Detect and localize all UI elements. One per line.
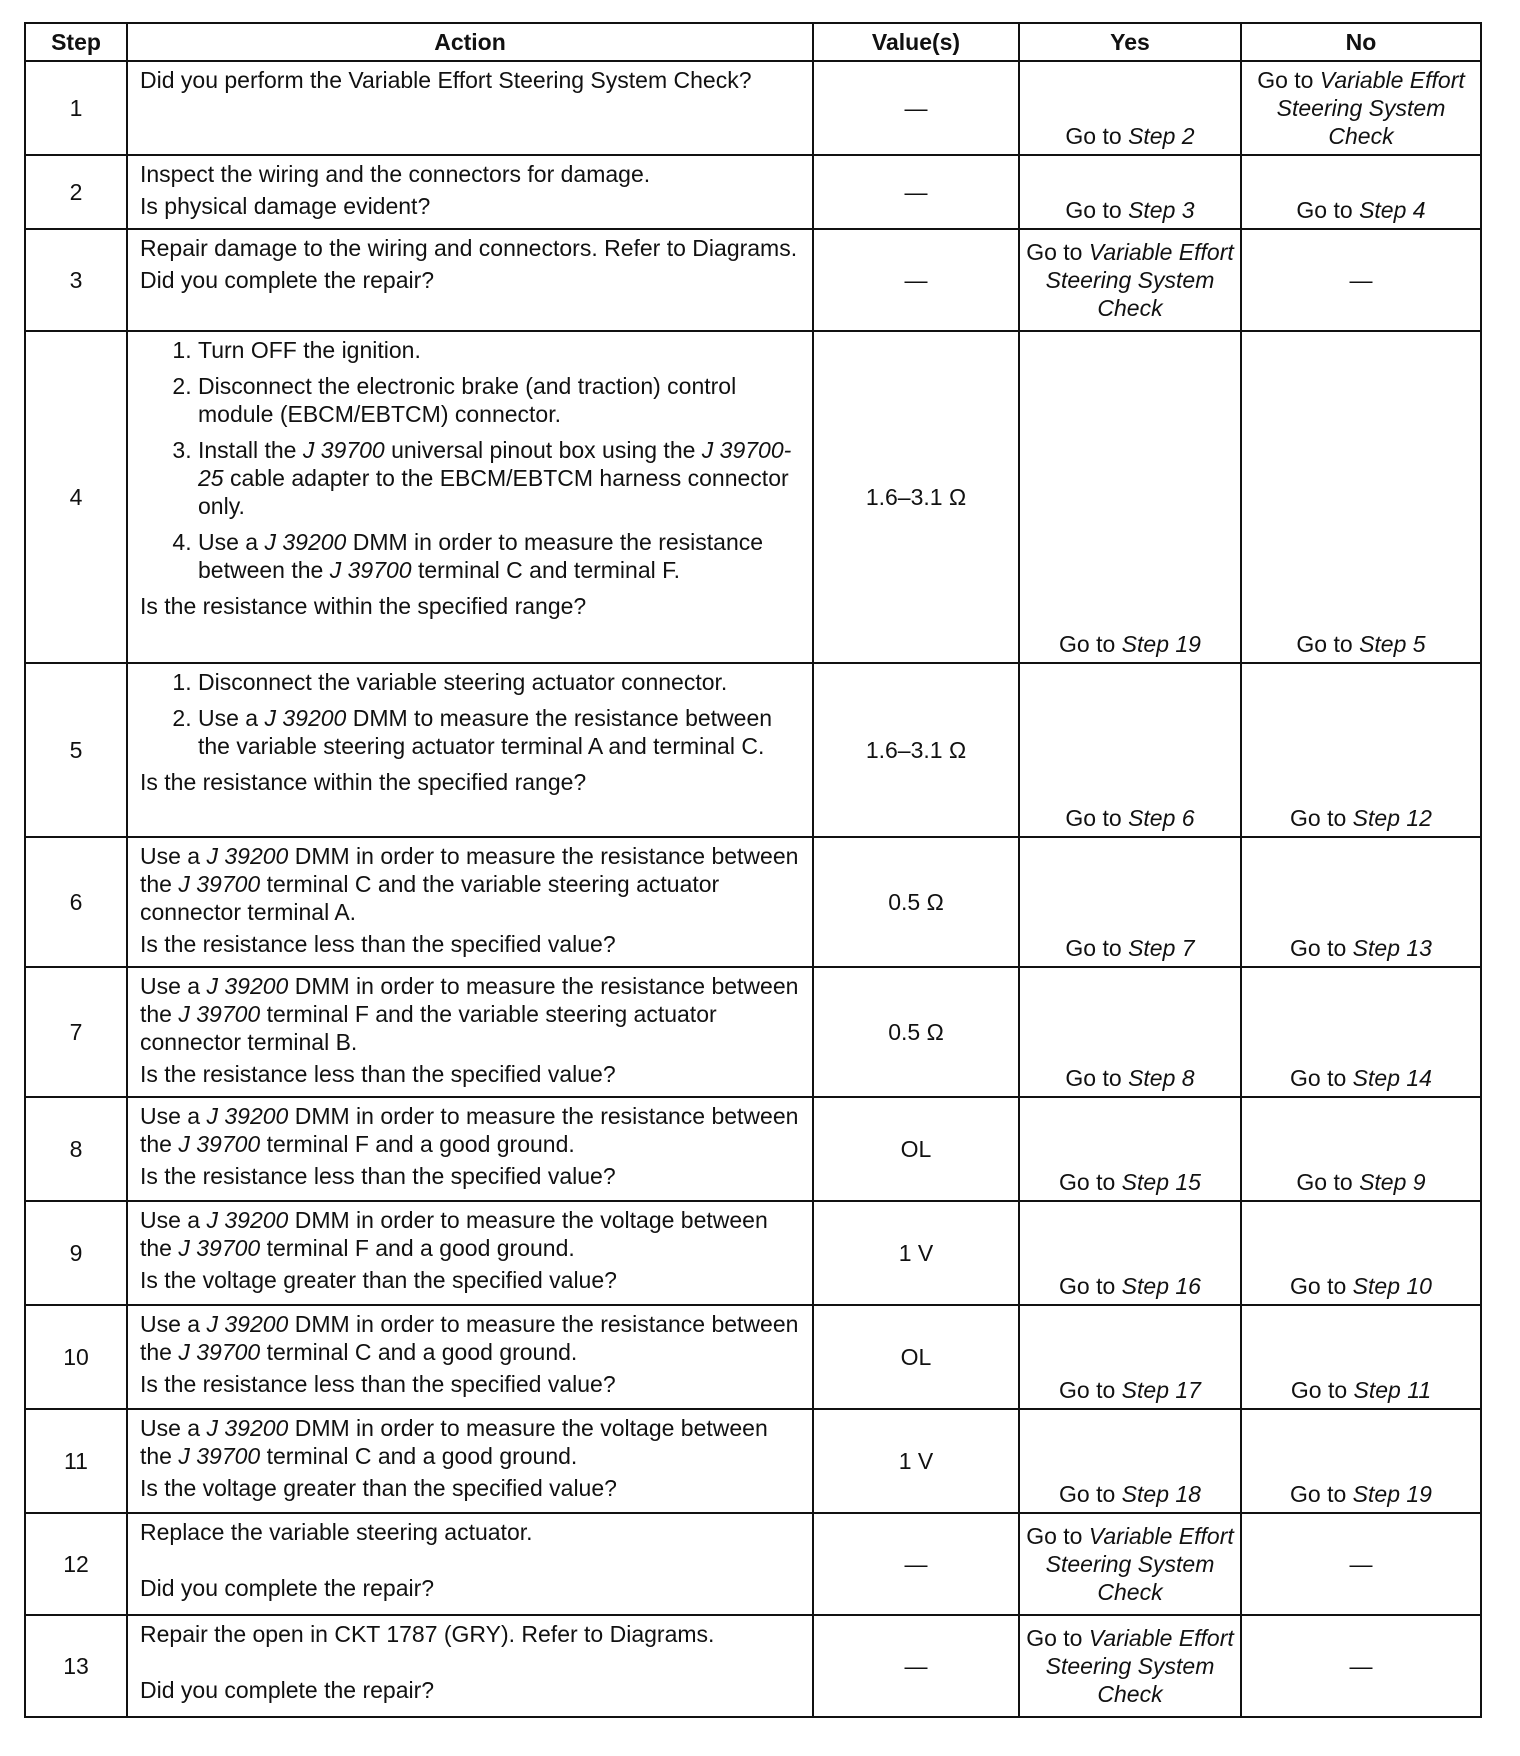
text-run: terminal F and a good ground. xyxy=(260,1131,575,1157)
go-to-text: Go to xyxy=(1026,239,1083,265)
go-to-text: Go to xyxy=(1290,935,1347,961)
tool-name: J 39200 xyxy=(206,843,289,869)
go-to-text: Go to xyxy=(1296,1169,1353,1195)
table-row xyxy=(25,967,1481,1097)
action-text: Replace the variable steering actuator. xyxy=(140,1519,533,1545)
question-text: Is the voltage greater than the specified value? xyxy=(140,1475,617,1501)
text-run: universal pinout box using the xyxy=(384,437,702,463)
yes-cell xyxy=(1019,967,1241,1097)
action-cell xyxy=(127,663,813,837)
no-target: Step 13 xyxy=(1352,935,1432,961)
step-number: 1 xyxy=(25,61,127,155)
no-target: Step 14 xyxy=(1352,1065,1432,1091)
text-run: Use a xyxy=(198,705,265,731)
procedure-list xyxy=(140,668,804,760)
no-cell xyxy=(1241,1201,1481,1305)
go-to-text: Go to xyxy=(1059,1169,1116,1195)
step-number: 10 xyxy=(25,1305,127,1409)
go-to-text: Go to xyxy=(1065,1065,1122,1091)
no-target: Step 5 xyxy=(1359,631,1426,657)
text-run: DMM to measure the resistance between the variable steering actuator terminal A and terminal C. xyxy=(198,705,773,759)
table-row xyxy=(25,1409,1481,1513)
go-to-text: Go to xyxy=(1065,197,1122,223)
question-text: Is the resistance less than the specified value? xyxy=(140,931,616,957)
tool-name: J 39700 xyxy=(329,557,412,583)
no-cell xyxy=(1241,967,1481,1097)
no-target: Step 11 xyxy=(1353,1377,1432,1403)
value-cell: 1.6–3.1 Ω xyxy=(813,663,1019,837)
action-text: Inspect the wiring and the connectors for damage. xyxy=(140,161,651,187)
action-text: Repair damage to the wiring and connectors. Refer to Diagrams. xyxy=(140,235,798,261)
no-target: Step 9 xyxy=(1359,1169,1426,1195)
text-run: Use a xyxy=(198,529,265,555)
header-row xyxy=(25,23,1481,61)
question-text: Is the resistance within the specified range? xyxy=(140,769,587,795)
no-cell xyxy=(1241,1305,1481,1409)
no-target: Step 19 xyxy=(1352,1481,1432,1507)
question-text: Is the voltage greater than the specified value? xyxy=(140,1267,617,1293)
text-run: cable adapter to the EBCM/EBTCM harness connector only. xyxy=(198,465,789,519)
question-text: Is the resistance within the specified range? xyxy=(140,593,587,619)
text-run: terminal C and a good ground. xyxy=(260,1443,578,1469)
action-text: Repair the open in CKT 1787 (GRY). Refer to Diagrams. xyxy=(140,1621,715,1647)
value-cell: — xyxy=(813,1615,1019,1717)
step-number: 8 xyxy=(25,1097,127,1201)
value-cell: — xyxy=(813,229,1019,331)
action-cell xyxy=(127,1513,813,1615)
action-text xyxy=(140,1414,804,1470)
go-to-text: Go to xyxy=(1059,1481,1116,1507)
text-run: DMM in order to measure the resistance between the xyxy=(198,529,764,583)
no-target: Step 4 xyxy=(1359,197,1426,223)
question-text: Is the resistance less than the specified value? xyxy=(140,1061,616,1087)
tool-name: J 39700 xyxy=(178,1131,261,1157)
go-to-text: Go to xyxy=(1257,67,1314,93)
go-to-text: Go to xyxy=(1065,935,1122,961)
tool-name: J 39200 xyxy=(264,705,347,731)
yes-target: Step 18 xyxy=(1121,1481,1201,1507)
table-row xyxy=(25,155,1481,229)
action-text xyxy=(140,842,804,926)
yes-target: Step 3 xyxy=(1128,197,1195,223)
yes-target: Step 17 xyxy=(1121,1377,1201,1403)
list-item xyxy=(198,528,804,584)
list-item: 2. Disconnect the electronic brake (and traction) control module (EBCM/EBTCM) connector. xyxy=(198,372,804,428)
step-number: 5 xyxy=(25,663,127,837)
action-text: Did you perform the Variable Effort Steering System Check? xyxy=(140,67,752,93)
action-cell xyxy=(127,1409,813,1513)
table-row xyxy=(25,1097,1481,1201)
go-to-text: Go to xyxy=(1296,197,1353,223)
header-yes: Yes xyxy=(1019,23,1241,61)
yes-target: Variable Effort Steering System Check xyxy=(1045,239,1234,321)
table-row xyxy=(25,229,1481,331)
diagnostic-table xyxy=(24,22,1482,1718)
action-cell xyxy=(127,1201,813,1305)
tool-name: J 39200 xyxy=(264,529,347,555)
tool-name: J 39200 xyxy=(206,1415,289,1441)
go-to-text: Go to xyxy=(1290,805,1347,831)
yes-cell xyxy=(1019,1097,1241,1201)
go-to-text: Go to xyxy=(1026,1625,1083,1651)
text-run: terminal F and a good ground. xyxy=(260,1235,575,1261)
text-run: DMM in order to measure the voltage between the xyxy=(140,1207,768,1261)
yes-cell xyxy=(1019,331,1241,663)
value-cell: 1 V xyxy=(813,1409,1019,1513)
list-item xyxy=(198,436,804,520)
tool-name: J 39700 xyxy=(302,437,385,463)
go-to-text: Go to xyxy=(1059,1377,1116,1403)
text-run: DMM in order to measure the resistance between the xyxy=(140,1311,799,1365)
yes-cell xyxy=(1019,1201,1241,1305)
yes-cell xyxy=(1019,1615,1241,1717)
action-text xyxy=(140,1206,804,1262)
yes-cell xyxy=(1019,1513,1241,1615)
tool-name: J 39700 xyxy=(178,1443,261,1469)
no-cell xyxy=(1241,331,1481,663)
no-cell xyxy=(1241,1409,1481,1513)
step-number: 4 xyxy=(25,331,127,663)
text-run: terminal C and terminal F. xyxy=(411,557,681,583)
text-run: DMM in order to measure the resistance between the xyxy=(140,1103,799,1157)
step-number: 11 xyxy=(25,1409,127,1513)
go-to-text: Go to xyxy=(1065,805,1122,831)
tool-name: J 39700 xyxy=(178,871,261,897)
no-cell: — xyxy=(1241,1513,1481,1615)
text-run: Use a xyxy=(140,1415,207,1441)
tool-name: J 39700-25 xyxy=(198,437,792,491)
tool-name: J 39700 xyxy=(178,1001,261,1027)
header-action: Action xyxy=(127,23,813,61)
step-number: 2 xyxy=(25,155,127,229)
diagnostic-table-page xyxy=(24,22,1480,1718)
yes-target: Step 15 xyxy=(1121,1169,1201,1195)
yes-cell xyxy=(1019,1305,1241,1409)
yes-target: Variable Effort Steering System Check xyxy=(1045,1625,1234,1707)
yes-target: Variable Effort Steering System Check xyxy=(1045,1523,1234,1605)
tool-name: J 39200 xyxy=(206,973,289,999)
yes-target: Step 2 xyxy=(1128,123,1195,149)
no-cell: — xyxy=(1241,1615,1481,1717)
no-cell xyxy=(1241,155,1481,229)
table-row xyxy=(25,331,1481,663)
header-no: No xyxy=(1241,23,1481,61)
go-to-text: Go to xyxy=(1059,1273,1116,1299)
no-cell xyxy=(1241,1097,1481,1201)
tool-name: J 39200 xyxy=(206,1103,289,1129)
text-run: DMM in order to measure the voltage between the xyxy=(140,1415,768,1469)
header-step: Step xyxy=(25,23,127,61)
text-run: terminal C and a good ground. xyxy=(260,1339,578,1365)
action-text xyxy=(140,1310,804,1366)
text-run: terminal C and the variable steering actuator connector terminal A. xyxy=(140,871,720,925)
value-cell: — xyxy=(813,61,1019,155)
yes-target: Step 19 xyxy=(1121,631,1201,657)
action-cell xyxy=(127,837,813,967)
value-cell: 1 V xyxy=(813,1201,1019,1305)
go-to-text: Go to xyxy=(1296,631,1353,657)
no-cell xyxy=(1241,837,1481,967)
table-row xyxy=(25,1513,1481,1615)
question-text: Is the resistance less than the specified value? xyxy=(140,1163,616,1189)
value-cell: OL xyxy=(813,1097,1019,1201)
no-target: Step 10 xyxy=(1352,1273,1432,1299)
no-cell xyxy=(1241,663,1481,837)
action-cell xyxy=(127,1615,813,1717)
list-item xyxy=(198,704,804,760)
value-cell: 0.5 Ω xyxy=(813,967,1019,1097)
action-text xyxy=(140,1102,804,1158)
list-item: 1. Disconnect the variable steering actuator connector. xyxy=(198,668,804,696)
tool-name: J 39200 xyxy=(206,1207,289,1233)
value-cell: — xyxy=(813,1513,1019,1615)
no-target: Step 12 xyxy=(1352,805,1432,831)
question-text: Did you complete the repair? xyxy=(140,1677,435,1703)
go-to-text: Go to xyxy=(1065,123,1122,149)
yes-target: Step 16 xyxy=(1121,1273,1201,1299)
step-number: 13 xyxy=(25,1615,127,1717)
go-to-text: Go to xyxy=(1290,1273,1347,1299)
table-row xyxy=(25,1305,1481,1409)
text-run: Install the xyxy=(198,437,303,463)
action-cell xyxy=(127,967,813,1097)
list-item: 1. Turn OFF the ignition. xyxy=(198,336,804,364)
yes-cell xyxy=(1019,663,1241,837)
value-cell: 0.5 Ω xyxy=(813,837,1019,967)
text-run: Use a xyxy=(140,843,207,869)
question-text: Is physical damage evident? xyxy=(140,193,431,219)
value-cell: — xyxy=(813,155,1019,229)
text-run: Use a xyxy=(140,1207,207,1233)
table-row xyxy=(25,61,1481,155)
yes-cell xyxy=(1019,155,1241,229)
no-target: Variable Effort Steering System Check xyxy=(1276,67,1465,149)
question-text: Did you complete the repair? xyxy=(140,267,435,293)
step-number: 12 xyxy=(25,1513,127,1615)
step-number: 6 xyxy=(25,837,127,967)
table-row xyxy=(25,663,1481,837)
table-row xyxy=(25,1201,1481,1305)
step-number: 7 xyxy=(25,967,127,1097)
text-run: Use a xyxy=(140,973,207,999)
question-text: Is the resistance less than the specified value? xyxy=(140,1371,616,1397)
yes-target: Step 6 xyxy=(1128,805,1195,831)
yes-cell xyxy=(1019,229,1241,331)
action-cell xyxy=(127,61,813,155)
go-to-text: Go to xyxy=(1026,1523,1083,1549)
go-to-text: Go to xyxy=(1290,1481,1347,1507)
yes-target: Step 7 xyxy=(1128,935,1195,961)
table-row xyxy=(25,1615,1481,1717)
question-text: Did you complete the repair? xyxy=(140,1575,435,1601)
step-number: 9 xyxy=(25,1201,127,1305)
go-to-text: Go to xyxy=(1290,1065,1347,1091)
go-to-text: Go to xyxy=(1290,1377,1348,1403)
action-cell xyxy=(127,1305,813,1409)
yes-target: Step 8 xyxy=(1128,1065,1195,1091)
text-run: DMM in order to measure the resistance between the xyxy=(140,973,799,1027)
text-run: DMM in order to measure the resistance between the xyxy=(140,843,799,897)
table-row xyxy=(25,837,1481,967)
tool-name: J 39200 xyxy=(206,1311,289,1337)
tool-name: J 39700 xyxy=(178,1235,261,1261)
no-cell: — xyxy=(1241,229,1481,331)
procedure-list xyxy=(140,336,804,584)
action-cell xyxy=(127,229,813,331)
text-run: Use a xyxy=(140,1103,207,1129)
yes-cell xyxy=(1019,1409,1241,1513)
text-run: terminal F and the variable steering actuator connector terminal B. xyxy=(140,1001,717,1055)
value-cell: OL xyxy=(813,1305,1019,1409)
text-run: Use a xyxy=(140,1311,207,1337)
yes-cell xyxy=(1019,837,1241,967)
action-cell xyxy=(127,1097,813,1201)
go-to-text: Go to xyxy=(1059,631,1116,657)
value-cell: 1.6–3.1 Ω xyxy=(813,331,1019,663)
action-cell xyxy=(127,331,813,663)
action-text xyxy=(140,972,804,1056)
header-values: Value(s) xyxy=(813,23,1019,61)
step-number: 3 xyxy=(25,229,127,331)
action-cell xyxy=(127,155,813,229)
tool-name: J 39700 xyxy=(178,1339,261,1365)
no-cell xyxy=(1241,61,1481,155)
yes-cell xyxy=(1019,61,1241,155)
